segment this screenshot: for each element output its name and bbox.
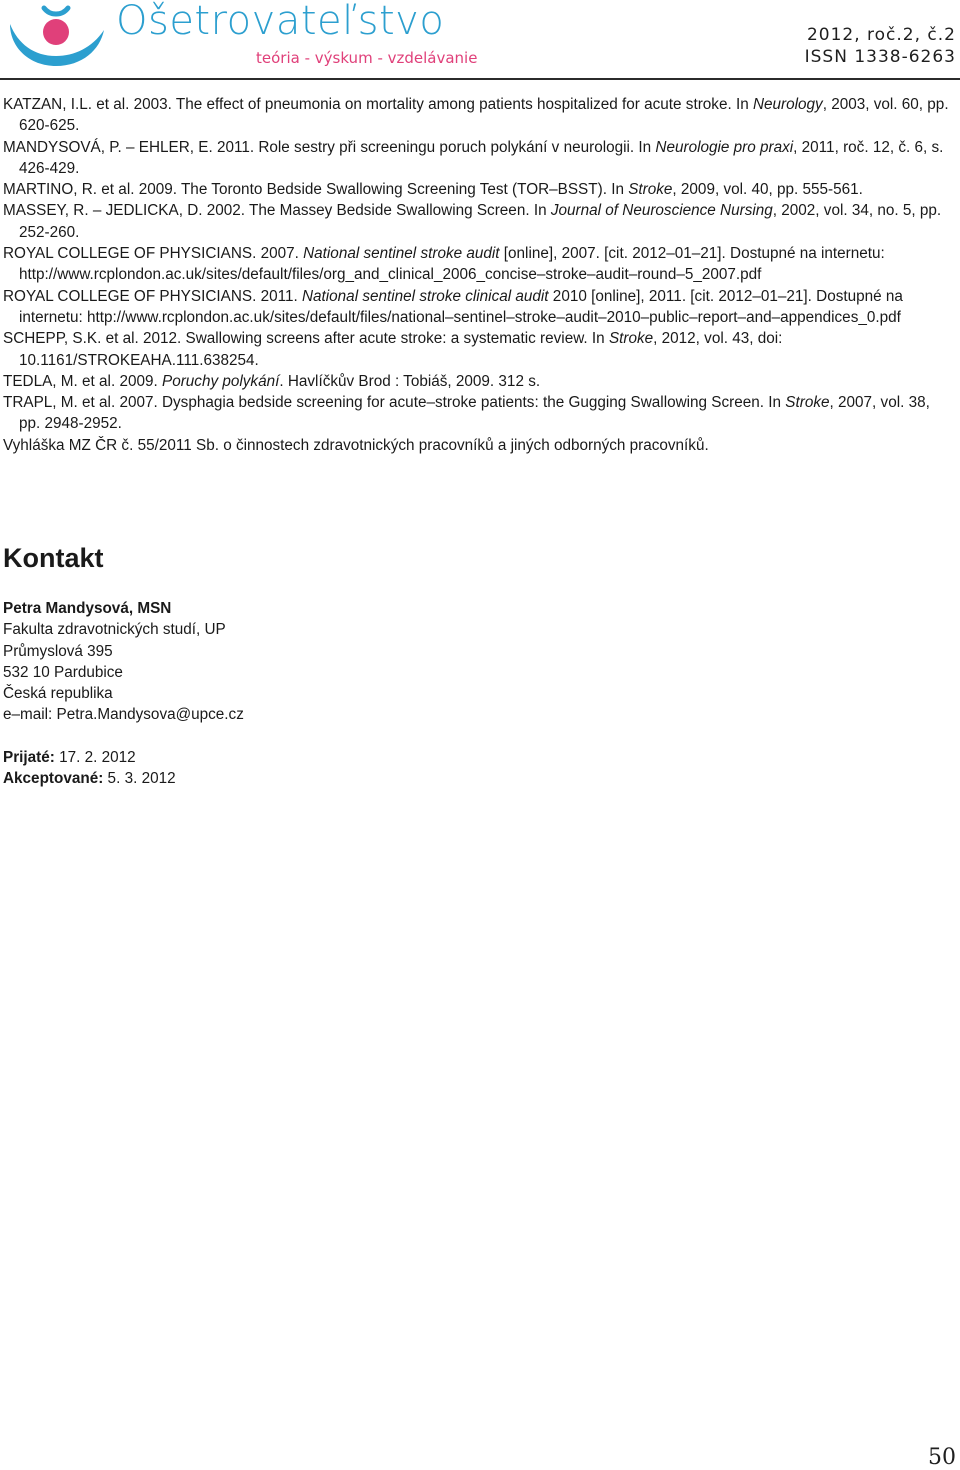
issue-info: [805, 24, 956, 68]
reference-item: [3, 243, 955, 286]
reference-item: [3, 137, 955, 180]
issue-number: 2012, roč.2, č.2: [806, 25, 956, 45]
reference-source: National sentinel stroke clinical audit: [301, 287, 549, 305]
reference-details: , 2009, vol. 40, pp. 555-561.: [672, 181, 863, 199]
reference-item: [3, 328, 955, 371]
issn: ISSN 1338-6263: [804, 47, 956, 67]
reference-text: Vyhláška MZ ČR č. 55/2011 Sb. o činnostech zdravotnických pracovníků a jiných odborných pracovníků.: [3, 436, 709, 454]
page-number: 50: [928, 1445, 956, 1470]
reference-item: [3, 392, 955, 435]
reference-details: 2010 [online], 2011. [cit. 2012–01–21]. Dostupné na internetu: http://www.rcplondon.ac.uk/sites/default/files/national–sentinel–stroke–audit–2010–public–report–and–appendices_0.pdf: [19, 287, 903, 326]
reference-list: [3, 94, 955, 456]
contact-faculty: Fakulta zdravotnických studí, UP: [3, 621, 226, 639]
reference-details: , 2011, roč. 12, č. 6, s. 426-429.: [19, 138, 944, 177]
reference-text: MARTINO, R. et al. 2009. The Toronto Bedside Swallowing Screening Test (TOR–BSST). In: [3, 181, 629, 199]
reference-details: . Havlíčkův Brod : Tobiáš, 2009. 312 s.: [279, 372, 541, 390]
reference-source: Journal of Neuroscience Nursing: [550, 202, 773, 220]
reference-text: TRAPL, M. et al. 2007. Dysphagia bedside screening for acute–stroke patients: the Gugging Swallowing Screen. In: [3, 394, 786, 412]
reference-item: [3, 200, 955, 243]
journal-header: [0, 0, 960, 82]
accepted-label: Akceptované:: [3, 770, 104, 788]
reference-item: [3, 371, 955, 392]
reference-item: [3, 435, 955, 456]
reference-source: Neurology: [752, 96, 823, 113]
reference-text: ROYAL COLLEGE OF PHYSICIANS. 2007.: [3, 245, 304, 263]
reference-text: MANDYSOVÁ, P. – EHLER, E. 2011. Role sestry při screeningu poruch polykání v neurologii. In: [3, 138, 656, 156]
reference-source: Neurologie pro praxi: [655, 138, 794, 156]
reference-item: [3, 179, 955, 200]
reference-text: ROYAL COLLEGE OF PHYSICIANS. 2011.: [3, 287, 302, 305]
accepted-value: 5. 3. 2012: [103, 770, 176, 788]
reference-details: [online], 2007. [cit. 2012–01–21]. Dostupné na internetu: http://www.rcplondon.ac.uk/sites/default/files/org_and_clinical_2006_concise–stroke–audit–round–5_2007.pdf: [19, 245, 885, 284]
reference-source: Stroke: [628, 181, 673, 199]
accepted-date: [3, 768, 943, 789]
contact-street: Průmyslová 395: [3, 642, 113, 660]
reference-source: Stroke: [608, 330, 654, 348]
header-divider: [0, 78, 960, 80]
reference-details: , 2007, vol. 38, pp. 2948-2952.: [19, 394, 930, 433]
contact-section: [3, 540, 943, 789]
contact-heading: Kontakt: [3, 543, 104, 573]
contact-email: e–mail: Petra.Mandysova@upce.cz: [3, 706, 244, 724]
journal-logo-icon: [4, 2, 116, 74]
reference-text: MASSEY, R. – JEDLICKA, D. 2002. The Massey Bedside Swallowing Screen. In: [3, 202, 551, 220]
reference-text: KATZAN, I.L. et al. 2003. The effect of pneumonia on mortality among patients hospitalized for acute stroke. In: [3, 96, 753, 113]
received-label: Prijaté:: [3, 748, 55, 766]
reference-source: National sentinel stroke audit: [303, 245, 500, 263]
reference-text: SCHEPP, S.K. et al. 2012. Swallowing screens after acute stroke: a systematic review. In: [3, 330, 609, 348]
reference-item: [3, 94, 955, 137]
reference-details: , 2003, vol. 60, pp. 620-625.: [19, 96, 949, 135]
reference-item: [3, 286, 955, 329]
contact-name: Petra Mandysová, MSN: [3, 600, 172, 617]
reference-details: , 2012, vol. 43, doi: 10.1161/STROKEAHA.111.638254.: [19, 330, 783, 369]
journal-title: Ošetrovateľstvo: [116, 0, 445, 44]
contact-city: 532 10 Pardubice: [3, 663, 123, 681]
received-date: [3, 747, 943, 768]
reference-text: TEDLA, M. et al. 2009.: [3, 372, 162, 390]
contact-spacer: [3, 726, 943, 747]
reference-source: Poruchy polykání: [162, 372, 280, 390]
reference-source: Stroke: [785, 394, 830, 412]
journal-tagline: teória - výskum - vzdelávanie: [256, 49, 478, 67]
received-value: 17. 2. 2012: [54, 748, 136, 766]
reference-details: , 2002, vol. 34, no. 5, pp. 252-260.: [19, 202, 942, 241]
contact-country: Česká republika: [3, 685, 113, 703]
